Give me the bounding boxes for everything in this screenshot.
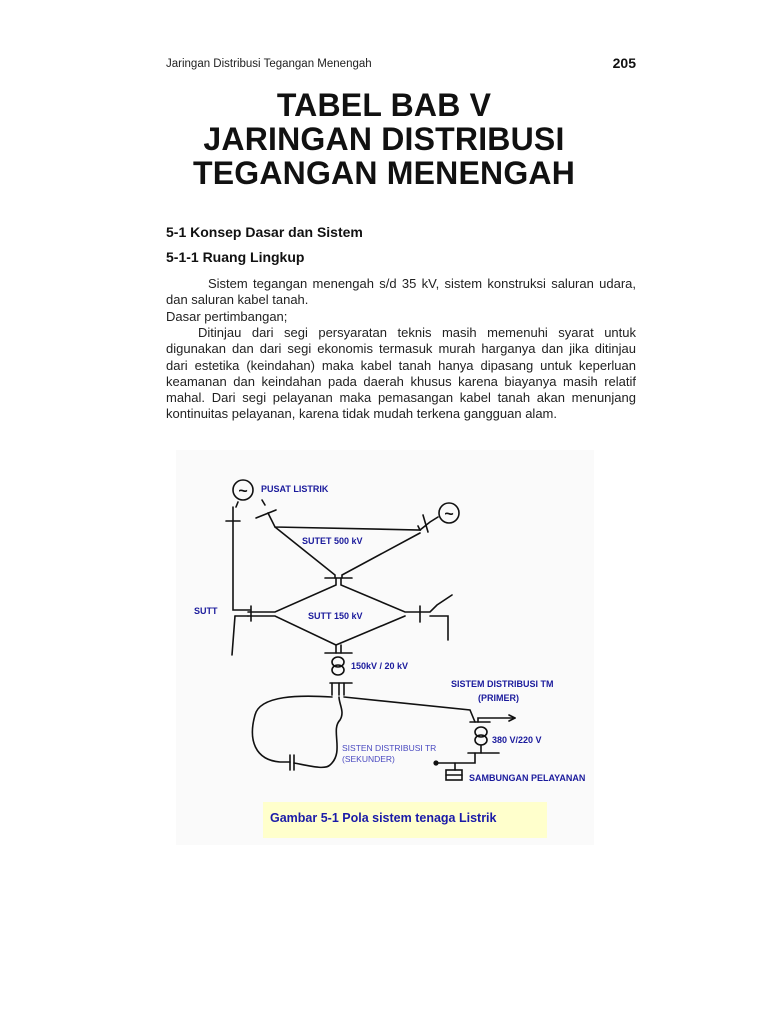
chapter-title-line-2: JARINGAN DISTRIBUSI [203,121,565,157]
paragraph-considerations: Ditinjau dari segi persyaratan teknis masih memenuhi syarat untuk digunakan dan dari segi ekonomis termasuk murah harganya dan jika ditinjau dari estetika (keindahan) maka kabel tanah hanya dipasang untuk keperluan keamanan dan keindahan pada daerah khusus karena biayanya masih relatif mahal. Dari segi pelayanan maka pemasangan kabel tanah akan menunjang kontinuitas pelayanan, karena tidak mudah terkena gangguan alam. [166,325,636,422]
label-pusat-listrik: PUSAT LISTRIK [261,484,329,494]
chapter-title-line-3: TEGANGAN MENENGAH [192,155,576,191]
subsection-heading: 5-1-1 Ruang Lingkup [166,249,305,265]
service-meter-icon [446,770,462,780]
figure-caption: Gambar 5-1 Pola sistem tenaga Listrik [270,811,497,825]
svg-text:~: ~ [238,483,248,500]
label-sistem-tm: SISTEM DISTRIBUSI TM [451,679,554,689]
paragraph-basis-label: Dasar pertimbangan; [166,309,288,324]
page-number: 205 [612,55,636,71]
label-sekunder: (SEKUNDER) [342,754,395,764]
chapter-title [0,88,768,190]
label-sutt: SUTT [194,606,218,616]
label-primer: (PRIMER) [478,693,519,703]
label-sutet: SUTET 500 kV [302,536,363,546]
label-sutt-150: SUTT 150 kV [308,611,363,621]
paragraph-scope: Sistem tegangan menengah s/d 35 kV, sistem konstruksi saluran udara, dan saluran kabel tanah. [166,276,636,308]
section-heading: 5-1 Konsep Dasar dan Sistem [166,224,363,240]
label-trafo-150-20: 150kV / 20 kV [351,661,409,671]
label-trafo-380-220: 380 V/220 V [492,735,542,745]
label-sambungan-pelayanan: SAMBUNGAN PELAYANAN [469,773,586,783]
transformer-icon [475,727,487,745]
power-system-diagram [176,450,594,845]
transformer-icon [332,657,344,675]
generator-icon [233,480,253,500]
svg-text:~: ~ [444,506,454,523]
chapter-title-line-1: TABEL BAB V [276,87,492,123]
generator-icon [439,503,459,523]
running-header: Jaringan Distribusi Tegangan Menengah [166,58,372,70]
label-sistem-tr: SISTEN DISTRIBUSI TR [342,743,437,753]
